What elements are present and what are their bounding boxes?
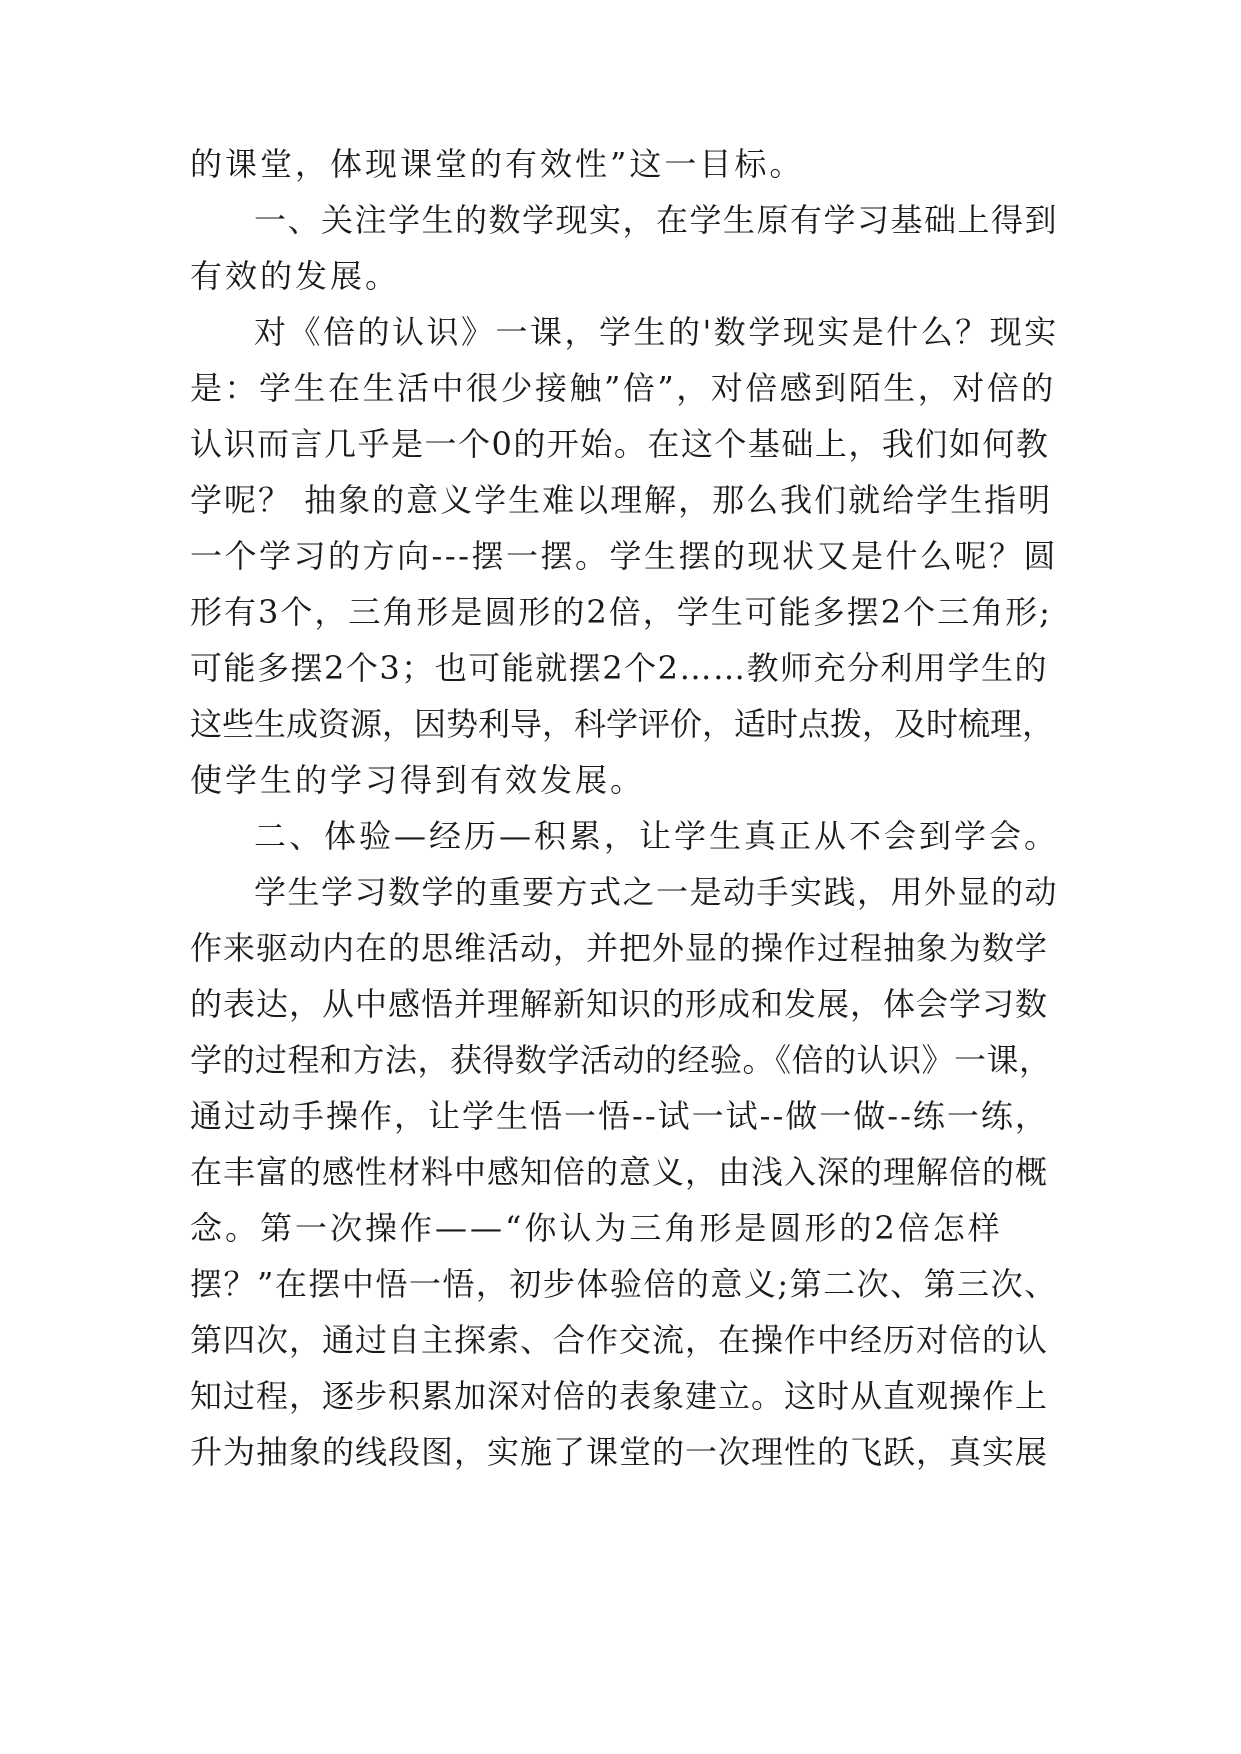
text-line: 念。第一次操作——“你认为三角形是圆形的2倍怎样: [190, 1209, 1003, 1247]
text-line: 的课堂，体现课堂的有效性”这一目标。: [190, 145, 805, 183]
text-line: 的表达，从中感悟并理解新知识的形成和发展，体会学习数: [190, 985, 1049, 1023]
text-line: 第四次，通过自主探索、合作交流，在操作中经历对倍的认: [190, 1321, 1049, 1359]
section-heading-cont: 有效的发展。: [190, 257, 401, 295]
text-line: 是：学生在生活中很少接触”倍”，对倍感到陌生，对倍的: [190, 369, 1056, 407]
text-line: 认识而言几乎是一个0的开始。在这个基础上，我们如何教: [190, 425, 1050, 463]
text-line: 升为抽象的线段图，实施了课堂的一次理性的飞跃，真实展: [190, 1433, 1049, 1471]
text-line: 一个学习的方向---摆一摆。学生摆的现状又是什么呢？圆: [190, 537, 1058, 575]
text-line: 通过动手操作，让学生悟一悟--试一试--做一做--练一练，: [190, 1097, 1049, 1135]
section-heading: 二、体验—经历—积累，让学生真正从不会到学会。: [254, 817, 1060, 855]
text-line: 作来驱动内在的思维活动，并把外显的操作过程抽象为数学: [190, 929, 1049, 967]
text-line: 对《倍的认识》一课，学生的'数学现实是什么？现实: [254, 313, 1059, 351]
text-line: 学的过程和方法，获得数学活动的经验。《倍的认识》一课，: [190, 1041, 1052, 1079]
text-line: 可能多摆2个3；也可能就摆2个2……教师充分利用学生的: [190, 649, 1048, 687]
text-line: 形有3个，三角形是圆形的2倍，学生可能多摆2个三角形;: [190, 593, 1052, 631]
text-line: 在丰富的感性材料中感知倍的意义，由浅入深的理解倍的概: [190, 1153, 1049, 1191]
text-line: 学呢？ 抽象的意义学生难以理解，那么我们就给学生指明: [190, 481, 1053, 519]
text-line: 学生学习数学的重要方式之一是动手实践，用外显的动: [254, 873, 1059, 911]
text-line: 使学生的学习得到有效发展。: [190, 761, 646, 799]
text-line: 这些生成资源，因势利导，科学评价，适时点拨，及时梳理，: [190, 705, 1055, 743]
text-line: 摆？”在摆中悟一悟，初步体验倍的意义;第二次、第三次、: [190, 1265, 1058, 1303]
section-heading: 一、关注学生的数学现实，在学生原有学习基础上得到: [254, 201, 1059, 239]
text-line: 知过程，逐步积累加深对倍的表象建立。这时从直观操作上: [190, 1377, 1049, 1415]
